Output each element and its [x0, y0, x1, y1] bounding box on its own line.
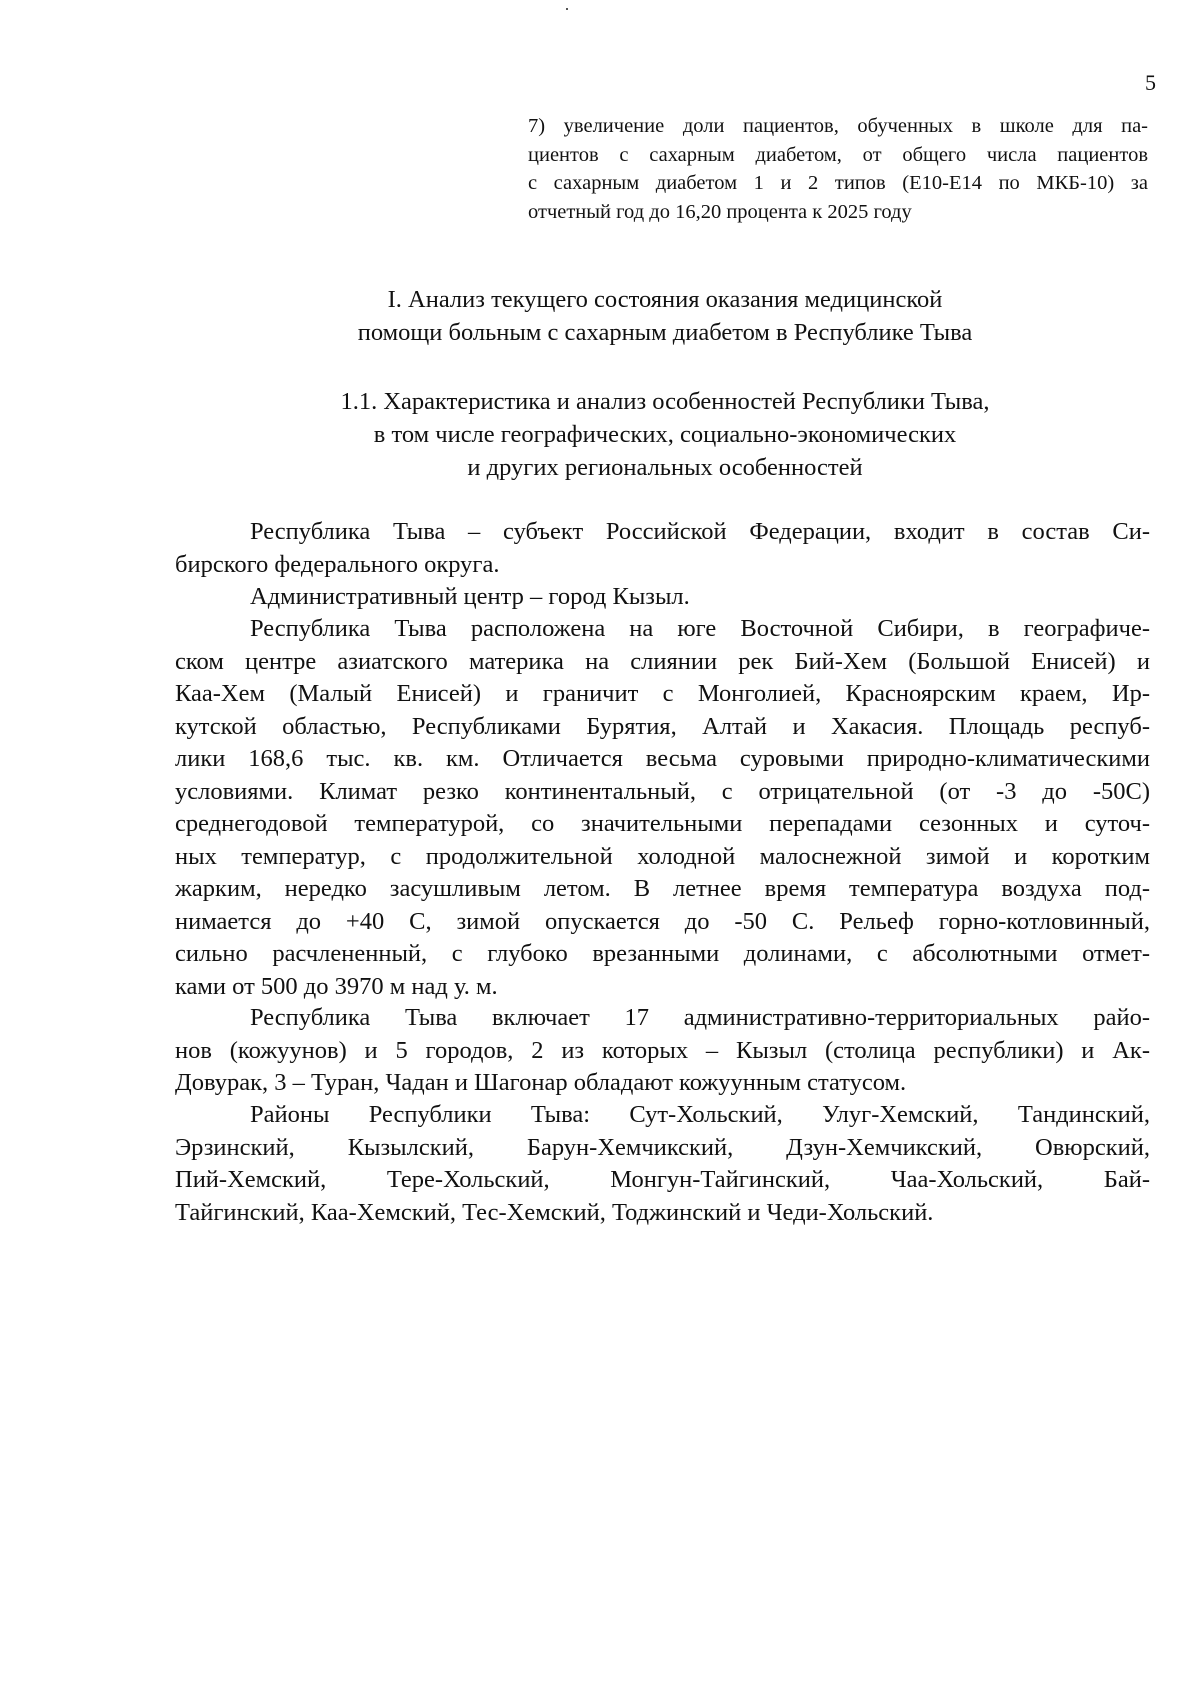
- section-title: [265, 283, 1065, 349]
- subsection-title: [265, 385, 1065, 484]
- list-item-line: отчетный год до 16,20 процента к 2025 году: [528, 200, 912, 223]
- paragraph-line: Пий-Хемский, Тере-Хольский, Монгун-Тайгинский, Чаа-Хольский, Бай-: [175, 1166, 1150, 1193]
- paragraph-line: сильно расчлененный, с глубоко врезанными долинами, с абсолютными отмет-: [175, 940, 1150, 967]
- paragraph-line: Тайгинский, Каа-Хемский, Тес-Хемский, Тоджинский и Чеди-Хольский.: [175, 1198, 934, 1226]
- paragraph-line: Республика Тыва включает 17 административно-территориальных райо-: [250, 1004, 1150, 1031]
- paragraph-line: среднегодовой температурой, со значительными перепадами сезонных и суточ-: [175, 810, 1150, 837]
- paragraph-admin-center: Административный центр – город Кызыл.: [250, 583, 690, 610]
- section-title-line: помощи больным с сахарным диабетом в Республике Тыва: [357, 319, 973, 346]
- paragraph-line: Эрзинский, Кызылский, Барун-Хемчикский, Дзун-Хемчикский, Овюрский,: [175, 1133, 1150, 1161]
- paragraph-line: ных температур, с продолжительной холодной малоснежной зимой и коротким: [175, 842, 1150, 870]
- paragraph-line: кутской областью, Республиками Бурятия, Алтай и Хакасия. Площадь респуб-: [175, 712, 1150, 740]
- subsection-title-line: в том числе географических, социально-экономических: [373, 421, 957, 448]
- paragraph-line: Довурак, 3 – Туран, Чадан и Шагонар обладают кожуунным статусом.: [175, 1069, 907, 1096]
- list-item-line: 7) увеличение доли пациентов, обученных в школе для па-: [528, 115, 1148, 137]
- list-item-line: циентов с сахарным диабетом, от общего числа пациентов: [528, 143, 1148, 166]
- paragraph-line: бирского федерального округа.: [175, 550, 500, 578]
- paragraph-line: Республика Тыва расположена на юге Восточной Сибири, в географиче-: [250, 615, 1150, 642]
- paragraph-districts-list: [175, 1099, 1150, 1229]
- list-item-7: [528, 112, 1148, 226]
- paragraph-status: [175, 516, 1150, 614]
- paragraph-line: жарким, нередко засушливым летом. В летнее время температура воздуха под-: [175, 875, 1150, 902]
- paragraph-line: условиями. Климат резко континентальный, с отрицательной (от -3 до -50С): [175, 777, 1150, 805]
- paragraph-line: Каа-Хем (Малый Енисей) и граничит с Монголией, Красноярским краем, Ир-: [175, 680, 1150, 707]
- paragraph-line: нов (кожуунов) и 5 городов, 2 из которых – Кызыл (столица республики) и Ак-: [175, 1036, 1150, 1064]
- paragraph-line: Районы Республики Тыва: Сут-Хольский, Улуг-Хемский, Тандинский,: [250, 1101, 1150, 1128]
- paragraph-districts-count: [175, 1002, 1150, 1100]
- subsection-title-line: и других региональных особенностей: [467, 454, 863, 481]
- page-number: 5: [1145, 70, 1156, 95]
- paragraph-line: Республика Тыва – субъект Российской Федерации, входит в состав Си-: [250, 518, 1150, 545]
- paragraph-line: ском центре азиатского материка на слиянии рек Бий-Хем (Большой Енисей) и: [175, 647, 1150, 675]
- section-title-line: I. Анализ текущего состояния оказания медицинской: [387, 286, 943, 313]
- paragraph-line: ками от 500 до 3970 м над у. м.: [175, 972, 498, 1000]
- paragraph-geography: [175, 613, 1150, 1003]
- list-item-line: с сахарным диабетом 1 и 2 типов (Е10-Е14 по МКБ-10) за: [528, 172, 1148, 194]
- paragraph-line: лики 168,6 тыс. кв. км. Отличается весьма суровыми природно-климатическими: [175, 745, 1150, 772]
- scan-artifact-dot: [566, 8, 568, 10]
- paragraph-line: нимается до +40 С, зимой опускается до -50 С. Рельеф горно-котловинный,: [175, 907, 1150, 935]
- subsection-title-line: 1.1. Характеристика и анализ особенностей Республики Тыва,: [340, 388, 990, 415]
